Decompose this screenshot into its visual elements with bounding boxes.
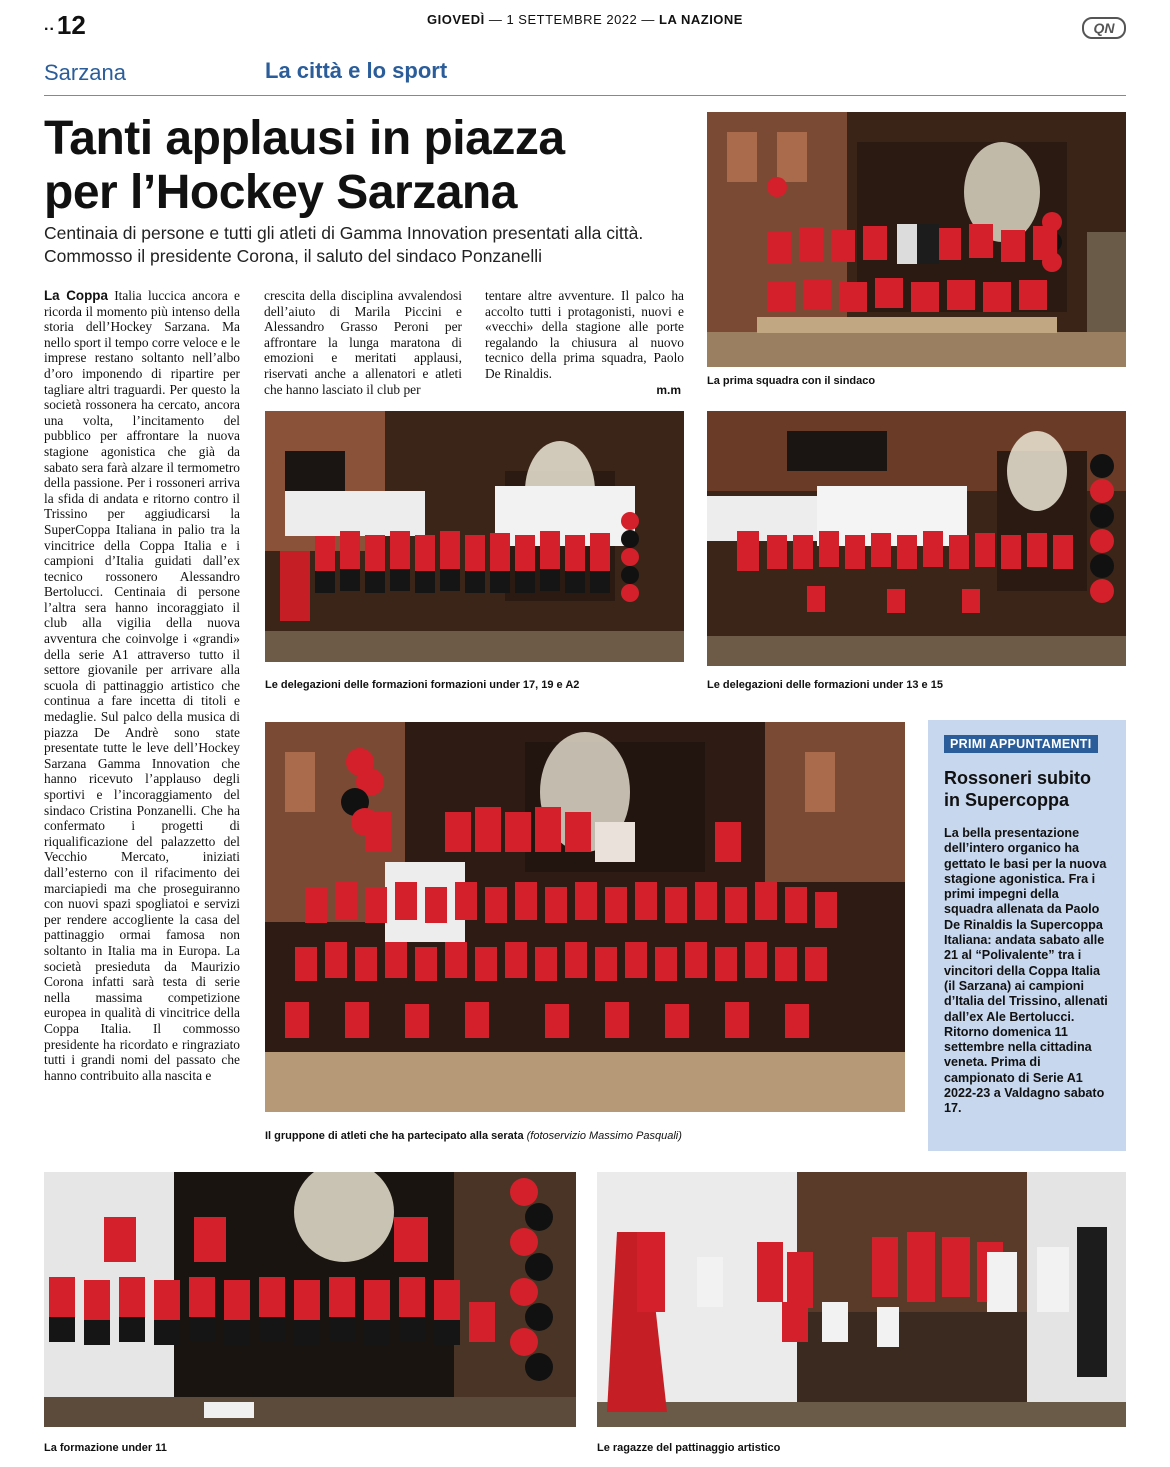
caption-artistic-skating: Le ragazze del pattinaggio artistico [597, 1442, 781, 1454]
article-lead: La Coppa [44, 288, 108, 303]
sidebar-box [928, 720, 1126, 1151]
sidebar-body: presentazione dell’intero organico ha gettato le basi per la nuova stagione agonistica. Fra i primi impegni della squadra allenata da Paolo De Rinaldis la Supercoppa Italiana: andata sabato alle 21 al “Polivalente” tra i vincitori della Coppa Italia (il Sarzana) ai campioni d’Italia del Trissino, allenati dall’ex Ale Bertolucci. Ritorno domenica 11 settembre nella cittadina veneta. Prima di campionato di Serie A1 2022-23 a Valdagno sabato 17. [944, 826, 1108, 1116]
header-divider [44, 95, 1126, 96]
article-subhead: Centinaia di persone e tutti gli atleti di Gamma Innovation presentati alla città. Commosso il presidente Corona, il saluto del sindaco Ponzanelli [44, 223, 644, 266]
sidebar-kicker: PRIMI APPUNTAMENTI [944, 735, 1098, 753]
article-column-1-text: Italia luccica ancora e ricorda il momento più intenso della storia dell’Hockey Sarzana. Ma nello sport il tempo corre veloce e le imprese restano soltanto nell’albo d’oro imponendo di ripartire per tagliare altri traguardi. Per questo la società rossonera ha cercato, ancora una volta, l’incitamento del pubblico per affrontare la nuova stagione agonistica che già da sabato sera farà alzare il termometro della passione. Per i rossoneri arriva la sfida di andata e ritorno contro il Trissino per aggiudicarsi la SuperCoppa Italiana in palio tra la vincitrice della Coppa Italia e i campioni d’Italia guidati dall’ex tecnico rossonero Alessandro Bertolucci. Centinaia di persone l’altra sera hanno incoraggiato il club alla vigilia della nuova avventura che coinvolge i «grandi» della serie A1 attraverso tutto il settore giovanile per arrivare alla scuola di pattinaggio artistico che continua a fare incetta di titoli e medaglie. Sul palco della musica di piazza De Andrè sono state presentate tutte le leve dell’Hockey Sarzana Gamma Innovation che hanno ricevuto l’applauso degli sportivi e l’incoraggiamento del sindaco Cristina Ponzanelli. Che ha confermato i progetti di riqualificazione del palazzetto del Vecchio Mercato, iniziati dall’esterno con il rifacimento dei marciapiedi ma che proseguiranno con nuovi spazi spogliatoi e servizi per rendere accogliente la casa del pattinaggio ormai famosa non soltanto in Italia ma in Europa. La società presieduta da Maurizio Corona infatti sarà testa di serie nella massima competizione europea in qualità di vincitrice della Coppa Italia. Il commosso presidente ha ricordato e ringraziato tutti i grandi nomi del passato che hanno contribuito alla nascita e [44, 288, 240, 1083]
sidebar-lead: La bella [944, 826, 991, 840]
dateline-date: — 1 SETTEMBRE 2022 — [488, 12, 655, 27]
caption-u17-u19-a2: Le delegazioni delle formazioni formazioni under 17, 19 e A2 [265, 679, 580, 691]
article-column-3: tentare altre avventure. Il palco ha accolto tutti i protagonisti, nuovi e «vecchi» della stagione alle porte regalando la chiusura al nuovo tecnico della prima squadra, Paolo De Rinaldis. [485, 288, 684, 381]
headline-line-2: per l’Hockey Sarzana [44, 166, 517, 219]
photo-first-team [707, 112, 1126, 367]
caption-first-team: La prima squadra con il sindaco [707, 375, 876, 387]
photo-group [265, 722, 905, 1112]
dateline [0, 12, 1170, 27]
article-headline [44, 112, 694, 220]
qn-logo: QN [1082, 17, 1126, 39]
caption-u13-u15: Le delegazioni delle formazioni under 13 e 15 [707, 679, 943, 691]
page-number-dots: .. [44, 17, 55, 34]
photo-u17-u19-a2 [265, 411, 684, 662]
article-column-1 [44, 288, 240, 1083]
photo-credit: (fotoservizio Massimo Pasquali) [526, 1130, 682, 1142]
photo-artistic-skating [597, 1172, 1126, 1427]
photo-under-11 [44, 1172, 576, 1427]
headline-line-1: Tanti applausi in piazza [44, 112, 565, 165]
article-signature: m.m [656, 383, 681, 397]
section-title: La città e lo sport [265, 58, 448, 83]
caption-group-text: Il gruppone di atleti che ha partecipato alla serata [265, 1130, 524, 1142]
page-number-value: 12 [56, 10, 86, 40]
sidebar-text [944, 826, 1110, 1117]
article-column-2: crescita della disciplina avvalendosi dell’aiuto di Marila Piccini e Alessandro Grasso Peroni per affrontare la lunga maratona di emozioni e meritati applausi, riservati anche a allenatori e atleti che hanno lasciato il club per [264, 288, 462, 397]
section-city: Sarzana [44, 60, 126, 85]
newspaper-name: LA NAZIONE [659, 12, 743, 27]
dateline-day: GIOVEDÌ [427, 12, 485, 27]
sidebar-title: Rossoneri subito in Supercoppa [944, 768, 1092, 810]
caption-group [265, 1130, 682, 1142]
caption-under-11: La formazione under 11 [44, 1442, 167, 1454]
photo-u13-u15 [707, 411, 1126, 666]
